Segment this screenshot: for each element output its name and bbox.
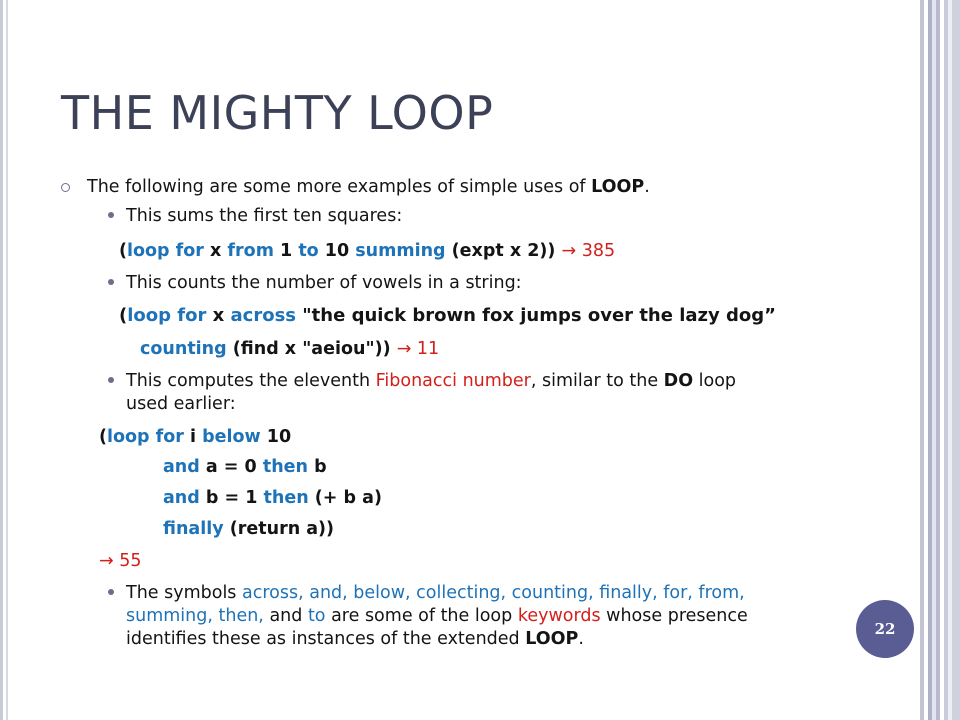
code-fibonacci-line1: (loop for i below 10 bbox=[99, 427, 292, 447]
result-55: → 55 bbox=[99, 551, 142, 571]
right-border-decoration bbox=[918, 0, 960, 720]
code-sum-squares: (loop for x from 1 to 10 summing (expt x 2)) → 385 bbox=[119, 241, 616, 261]
bullet-dot-icon bbox=[108, 212, 114, 218]
slide-title: THE MIGHTY LOOP bbox=[61, 86, 494, 140]
result-385: → 385 bbox=[561, 241, 616, 261]
bullet-dot-icon bbox=[108, 279, 114, 285]
intro-text: The following are some more examples of simple uses of LOOP. bbox=[87, 177, 650, 197]
bullet-dot-icon bbox=[108, 377, 114, 383]
bullet-fibonacci-line2: used earlier: bbox=[126, 394, 236, 414]
hollow-bullet-icon bbox=[61, 183, 70, 192]
bullet-dot-icon bbox=[108, 589, 114, 595]
bullet-sum-squares: This sums the first ten squares: bbox=[126, 206, 403, 226]
code-fibonacci-line2: and a = 0 then b bbox=[163, 457, 327, 477]
left-border-decoration bbox=[0, 0, 10, 720]
bullet-keywords-line3: identifies these as instances of the extended LOOP. bbox=[126, 629, 584, 649]
bullet-keywords-line1: The symbols across, and, below, collecting, counting, finally, for, from, bbox=[126, 583, 745, 603]
code-count-vowels-line1: (loop for x across "the quick brown fox jumps over the lazy dog” bbox=[119, 305, 776, 326]
result-11: → 11 bbox=[396, 339, 440, 359]
code-fibonacci-line3: and b = 1 then (+ b a) bbox=[163, 488, 382, 508]
code-fibonacci-line4: finally (return a)) bbox=[163, 519, 335, 539]
code-count-vowels-line2: counting (find x "aeiou")) → 11 bbox=[140, 339, 440, 359]
bullet-count-vowels: This counts the number of vowels in a string: bbox=[126, 273, 522, 293]
page-number-badge: 22 bbox=[856, 600, 914, 658]
bullet-fibonacci-line1: This computes the eleventh Fibonacci number, similar to the DO loop bbox=[126, 371, 737, 391]
bullet-keywords-line2: summing, then, and to are some of the loop keywords whose presence bbox=[126, 606, 748, 626]
